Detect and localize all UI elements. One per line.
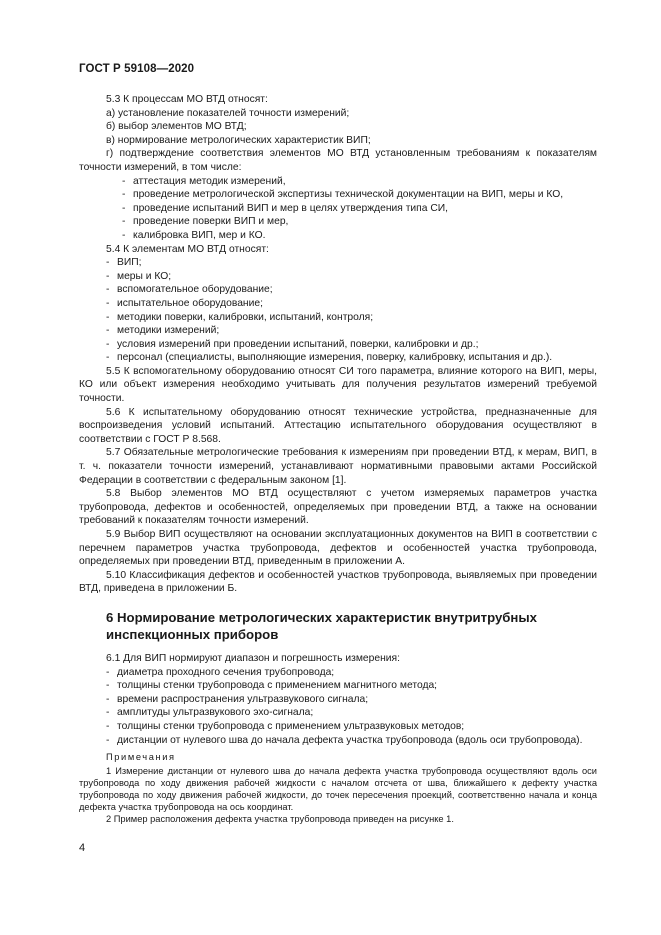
- list-item: - проведение поверки ВИП и мер,: [122, 216, 289, 228]
- standard-header: ГОСТ Р 59108—2020: [79, 63, 195, 75]
- clause-5-5: 5.5 К вспомогательному оборудованию относят СИ того параметра, влияние которого на ВИП, меры, КО или объект измерения необходимо учитывать для получения результатов измерений требуемой точности.: [79, 365, 597, 405]
- page-number: 4: [79, 842, 86, 854]
- clause-5-3-g: г) подтверждение соответствия элементов МО ВТД установленным требованиям к показателям точности измерений, в том числе:: [79, 148, 597, 173]
- clause-5-3-b: б) выбор элементов МО ВТД;: [106, 121, 247, 133]
- section-6-title: 6 Нормирование метрологических характеристик внутритрубных инспекционных приборов: [106, 609, 537, 643]
- clause-5-9: 5.9 Выбор ВИП осуществляют на основании эксплуатационных документов на ВИП в соответствии с перечнем параметров участка трубопровода, дефектов и особенностей участка трубопровода, определяемых при проведении ВТД, приведенным в приложении А.: [79, 529, 597, 568]
- list-item: - времени распространения ультразвукового сигнала;: [106, 693, 369, 705]
- list-item: - дистанции от нулевого шва до начала дефекта участка трубопровода (вдоль оси трубопровода).: [106, 734, 583, 746]
- clause-5-3-intro: 5.3 К процессам МО ВТД относят:: [106, 94, 268, 105]
- list-item: - ВИП;: [106, 257, 142, 269]
- note-2: 2 Пример расположения дефекта участка трубопровода приведен на рисунке 1.: [106, 814, 454, 825]
- document-body: [79, 93, 597, 825]
- list-item: - амплитуды ультразвукового эхо-сигнала;: [106, 707, 314, 719]
- clause-5-8: 5.8 Выбор элементов МО ВТД осуществляют с учетом измеряемых параметров участка трубопровода, дефектов и особенностей, определяемых при проведении ВТД, а также на основании требований к показателям точности измерений.: [79, 488, 597, 527]
- list-item: - методики поверки, калибровки, испытаний, контроля;: [106, 311, 374, 323]
- list-item: - персонал (специалисты, выполняющие измерения, поверку, калибровку, испытания и др.).: [106, 352, 553, 364]
- note-1: 1 Измерение дистанции от нулевого шва до начала дефекта участка трубопровода осуществляют вдоль оси трубопровода по ходу движения рабочей жидкости с началом отсчета от шва, ближайшего к дефекту участка трубопровода по ходу движения рабочей жидкости, до точек пересечения проекций, соответственно начала и конца дефекта участка трубопровода на ось координат.: [79, 765, 597, 812]
- list-item: - толщины стенки трубопровода с применением ультразвуковых методов;: [106, 720, 465, 732]
- clause-5-10: 5.10 Классификация дефектов и особенностей участков трубопровода, выявляемых при проведении ВТД, приведена в приложении Б.: [79, 569, 597, 595]
- clause-5-3-a: а) установление показателей точности измерений;: [106, 107, 350, 119]
- list-item: - диаметра проходного сечения трубопровода;: [106, 666, 335, 678]
- list-item: - толщины стенки трубопровода с применением магнитного метода;: [106, 680, 438, 692]
- list-item: - проведение метрологической экспертизы технической документации на ВИП, меры и КО,: [122, 189, 564, 201]
- list-item: - меры и КО;: [106, 270, 172, 282]
- list-item: - аттестация методик измерений,: [122, 175, 286, 187]
- list-item: - испытательное оборудование;: [106, 297, 263, 309]
- clause-5-4-intro: 5.4 К элементам МО ВТД относят:: [106, 243, 269, 255]
- notes-title: Примечания: [106, 752, 176, 763]
- clause-5-7: 5.7 Обязательные метрологические требования к измерениям при проведении ВТД, к мерам, ВИП, в т. ч. показатели точности измерений, устанавливают нормативными правовыми актами Российской Федерации в соответствии с федеральным законом [1].: [79, 447, 597, 486]
- list-item: - проведение испытаний ВИП и мер в целях утверждения типа СИ,: [122, 202, 449, 214]
- list-item: - условия измерений при проведении испытаний, поверки, калибровки и др.;: [106, 338, 479, 350]
- list-item: - методики измерений;: [106, 325, 220, 337]
- clause-5-6: 5.6 К испытательному оборудованию относят технические устройства, предназначенные для воспроизведения условий испытаний. Аттестацию испытательного оборудования осуществляют в соответствии с ГОСТ Р 8.568.: [79, 406, 597, 445]
- clause-6-1: 6.1 Для ВИП нормируют диапазон и погрешность измерения:: [106, 652, 400, 664]
- list-item: - вспомогательное оборудование;: [106, 284, 273, 296]
- list-item: - калибровка ВИП, мер и КО.: [122, 229, 266, 241]
- clause-5-3-v: в) нормирование метрологических характеристик ВИП;: [106, 134, 371, 146]
